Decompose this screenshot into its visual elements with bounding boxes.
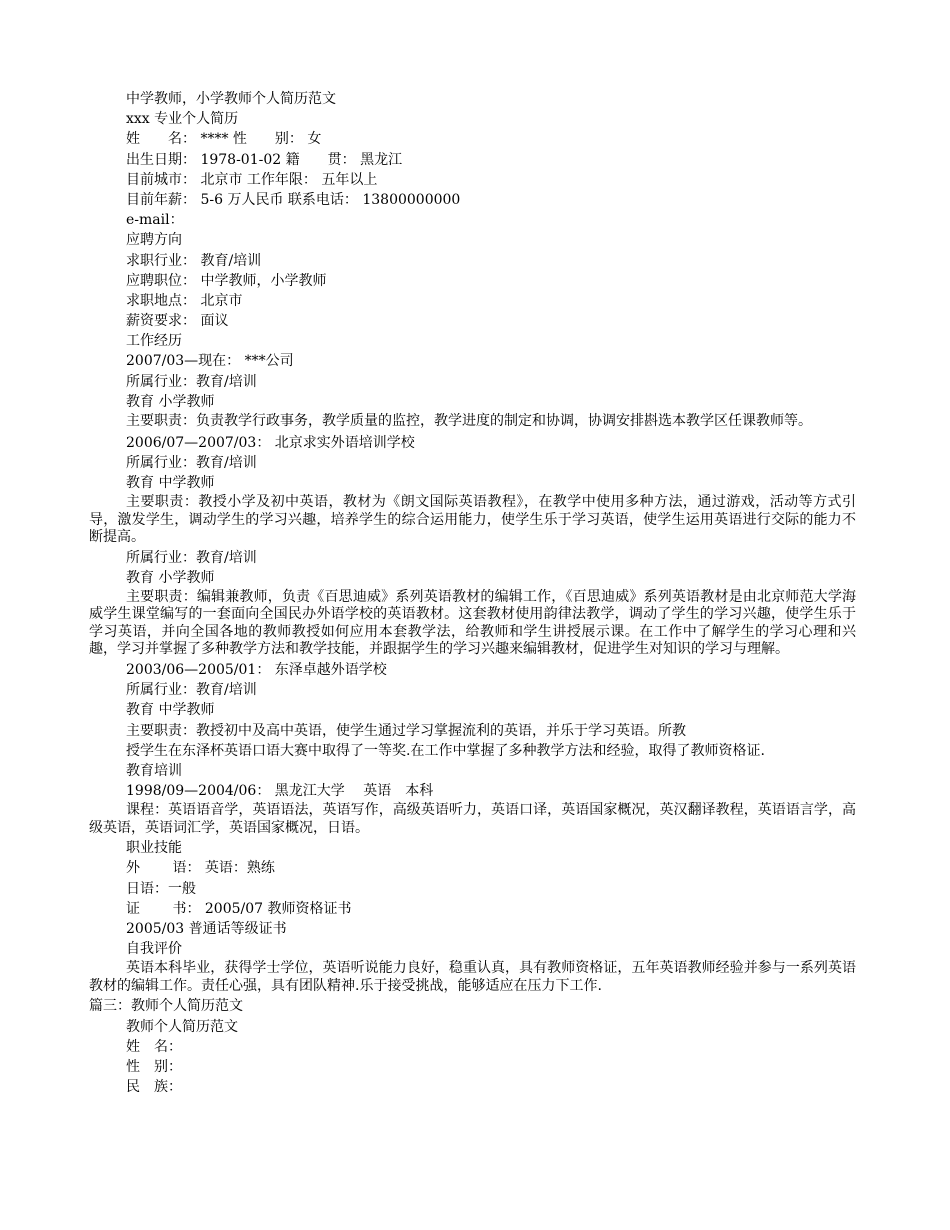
certificate-teacher: 证 书： 2005/07 教师资格证书 [126, 900, 352, 917]
section-heading-work: 工作经历 [126, 333, 182, 350]
info-email: e-mail： [126, 212, 184, 229]
job1-role: 教育 小学教师 [126, 393, 215, 410]
skill-english: 外 语： 英语：熟练 [126, 860, 275, 877]
self-evaluation-text: 英语本科毕业，获得学士学位，英语听说能力良好，稳重认真，具有教师资格证，五年英语教师经验并参与一系列英语教材的编辑工作。责任心强，具有团队精神.乐于接受挑战，能够适应在压力下工作. [89, 960, 856, 994]
job2-duties: 主要职责：教授小学及初中英语，教材为《朗文国际英语教程》，在教学中使用多种方法，通过游戏，活动等方式引导，激发学生，调动学生的学习兴趣，培养学生的综合运用能力，使学生乐于学习英语，使学生运用英语进行交际的能力不断提高。 [89, 494, 856, 546]
resume-document [0, 89, 950, 1097]
application-salary: 薪资要求： 面议 [126, 313, 229, 330]
job1-period: 2007/03—现在： ***公司 [126, 353, 294, 370]
job3-period: 2003/06—2005/01： 东泽卓越外语学校 [126, 661, 387, 678]
skill-japanese: 日语：一般 [126, 880, 196, 897]
application-position: 应聘职位： 中学教师，小学教师 [126, 272, 327, 289]
job3-industry: 所属行业：教育/培训 [126, 682, 257, 699]
info-name-gender: 姓 名： **** 性 别： 女 [126, 131, 322, 148]
section-heading-self-evaluation: 自我评价 [126, 941, 182, 958]
info-birth-hometown: 出生日期： 1978-01-02 籍 贯： 黑龙江 [126, 151, 403, 168]
section-heading-application: 应聘方向 [126, 232, 182, 249]
job2b-industry: 所属行业：教育/培训 [126, 549, 257, 566]
job2b-duties: 主要职责：编辑兼教师，负责《百思迪威》系列英语教材的编辑工作，《百思迪威》系列英语教材是由北京师范大学海威学生课堂编写的一套面向全国民办外语学校的英语教材。这套教材使用韵律法教学，调动了学生的学习兴趣，使学生乐于学习英语，并向全国各地的教师教授如何应用本套教学法，给教师和学生讲授展示课。在工作中了解学生的学习心理和兴趣，学习并掌握了多种教学方法和教学技能，并跟据学生的学习兴趣来编辑教材，促进学生对知识的学习与理解。 [89, 588, 856, 658]
job2b-role: 教育 小学教师 [126, 569, 215, 586]
info-city-years: 目前城市： 北京市 工作年限： 五年以上 [126, 171, 378, 188]
part-three-ethnicity: 民 族： [126, 1079, 182, 1096]
job3-achievement: 授学生在东泽杯英语口语大赛中取得了一等奖.在工作中掌握了多种教学方法和经验，取得了教师资格证. [126, 742, 765, 759]
resume-heading: xxx 专业个人简历 [126, 111, 239, 128]
application-industry: 求职行业： 教育/培训 [126, 252, 262, 269]
job3-duties: 主要职责：教授初中及高中英语，使学生通过学习掌握流利的英语，并乐于学习英语。所教 [126, 722, 686, 739]
job1-industry: 所属行业：教育/培训 [126, 373, 257, 390]
job2-period: 2006/07—2007/03： 北京求实外语培训学校 [126, 434, 415, 451]
section-heading-education: 教育培训 [126, 762, 182, 779]
document-title: 中学教师，小学教师个人简历范文 [126, 91, 336, 107]
part-three-name: 姓 名： [126, 1038, 182, 1055]
part-three-heading: 篇三：教师个人简历范文 [89, 998, 243, 1015]
application-location: 求职地点： 北京市 [126, 292, 243, 309]
education-period: 1998/09—2004/06： 黑龙江大学 英语 本科 [126, 783, 434, 800]
certificate-mandarin: 2005/03 普通话等级证书 [126, 921, 287, 937]
section-heading-skills: 职业技能 [126, 840, 182, 857]
job2-industry: 所属行业：教育/培训 [126, 454, 257, 471]
job1-duties: 主要职责：负责教学行政事务，教学质量的监控，教学进度的制定和协调，协调安排斟选本教学区任课教师等。 [126, 413, 812, 429]
part-three-title: 教师个人简历范文 [126, 1018, 238, 1035]
job3-role: 教育 中学教师 [126, 702, 215, 719]
job2-role: 教育 中学教师 [126, 474, 215, 491]
education-courses: 课程：英语语音学，英语语法，英语写作，高级英语听力，英语口译，英语国家概况，英汉翻译教程，英语语言学，高级英语，英语词汇学，英语国家概况，日语。 [89, 802, 856, 836]
info-salary-phone: 目前年薪： 5-6 万人民币 联系电话： 13800000000 [126, 191, 461, 208]
part-three-gender: 性 别： [126, 1058, 182, 1075]
